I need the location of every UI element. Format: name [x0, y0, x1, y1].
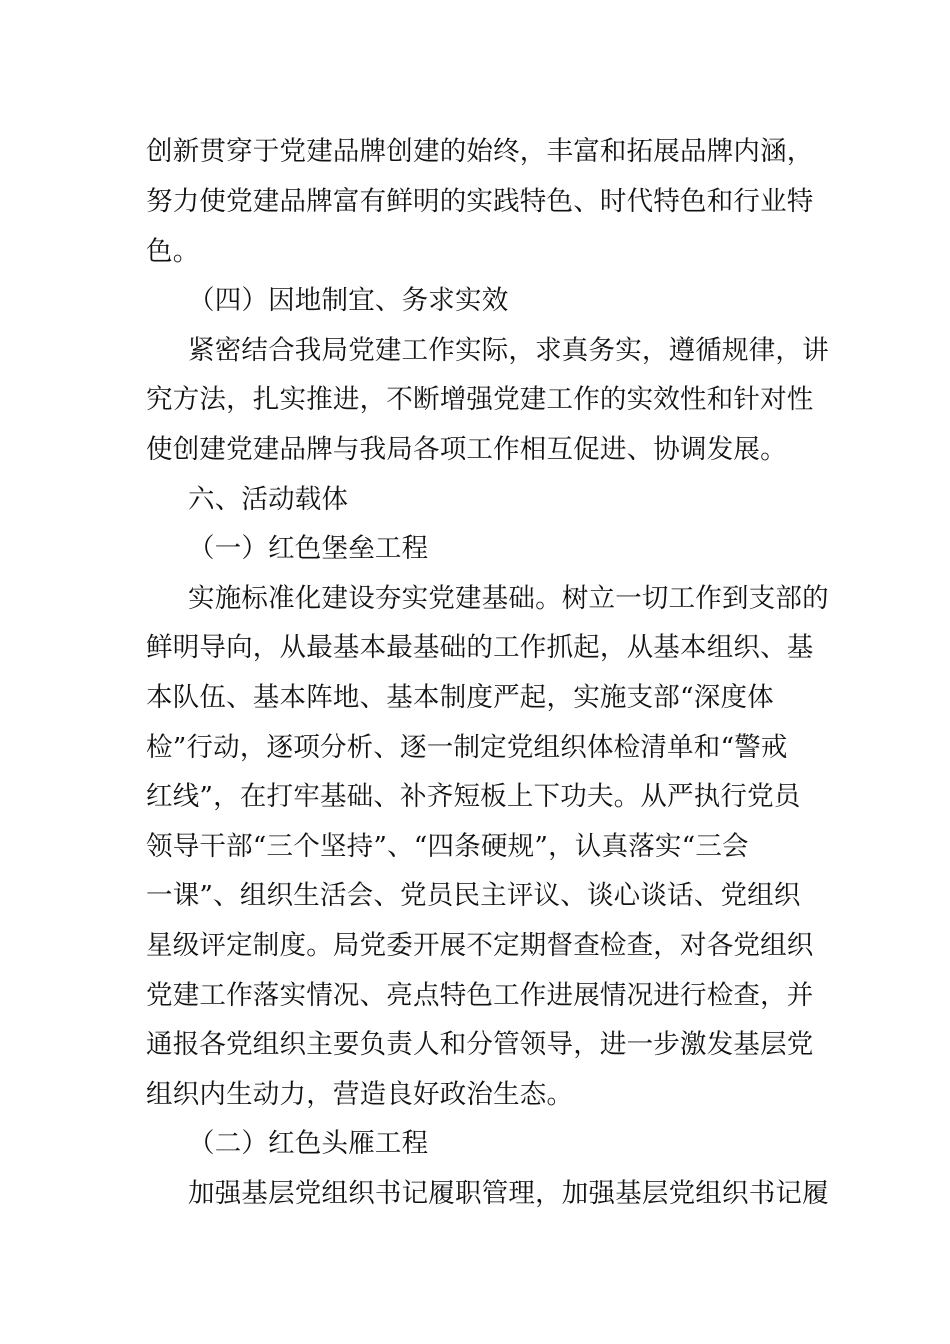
paragraph-line: 紧密结合我局党建工作实际，求真务实，遵循规律，讲	[188, 335, 829, 366]
paragraph-line: 星级评定制度。局党委开展不定期督查检查，对各党组织	[146, 930, 814, 961]
paragraph-line: 本队伍、基本阵地、基本制度严起，实施支部“深度体	[146, 682, 774, 713]
section-heading: （一）红色堡垒工程	[188, 533, 429, 564]
paragraph-line: 究方法，扎实推进，不断增强党建工作的实效性和针对性	[146, 384, 814, 415]
paragraph-line: 党建工作落实情况、亮点特色工作进展情况进行检查，并	[146, 980, 814, 1011]
paragraph-line: 通报各党组织主要负责人和分管领导，进一步激发基层党	[146, 1029, 814, 1060]
section-heading: （二）红色头雁工程	[188, 1128, 429, 1159]
paragraph-line: 实施标准化建设夯实党建基础。树立一切工作到支部的	[188, 583, 829, 614]
paragraph-line: 使创建党建品牌与我局各项工作相互促进、协调发展。	[146, 434, 787, 465]
paragraph-line: 创新贯穿于党建品牌创建的始终，丰富和拓展品牌内涵，	[146, 136, 814, 167]
paragraph-line: 色。	[146, 236, 200, 267]
paragraph-line: 鲜明导向，从最基本最基础的工作抓起，从基本组织、基	[146, 632, 814, 663]
paragraph-line: 一课”、组织生活会、党员民主评议、谈心谈话、党组织	[146, 880, 801, 911]
paragraph-line: 领导干部“三个坚持”、“四条硬规”，认真落实“三会	[146, 831, 749, 862]
paragraph-line: 努力使党建品牌富有鲜明的实践特色、时代特色和行业特	[146, 186, 814, 217]
paragraph-line: 检”行动，逐项分析、逐一制定党组织体检清单和“警戒	[146, 732, 788, 763]
paragraph-line: 红线”，在打牢基础、补齐短板上下功夫。从严执行党员	[146, 781, 801, 812]
paragraph-line: 加强基层党组织书记履职管理，加强基层党组织书记履	[188, 1178, 829, 1209]
section-heading: （四）因地制宜、务求实效	[188, 285, 509, 316]
chapter-heading: 六、活动载体	[188, 484, 349, 515]
paragraph-line: 组织内生动力，营造良好政治生态。	[146, 1079, 574, 1110]
